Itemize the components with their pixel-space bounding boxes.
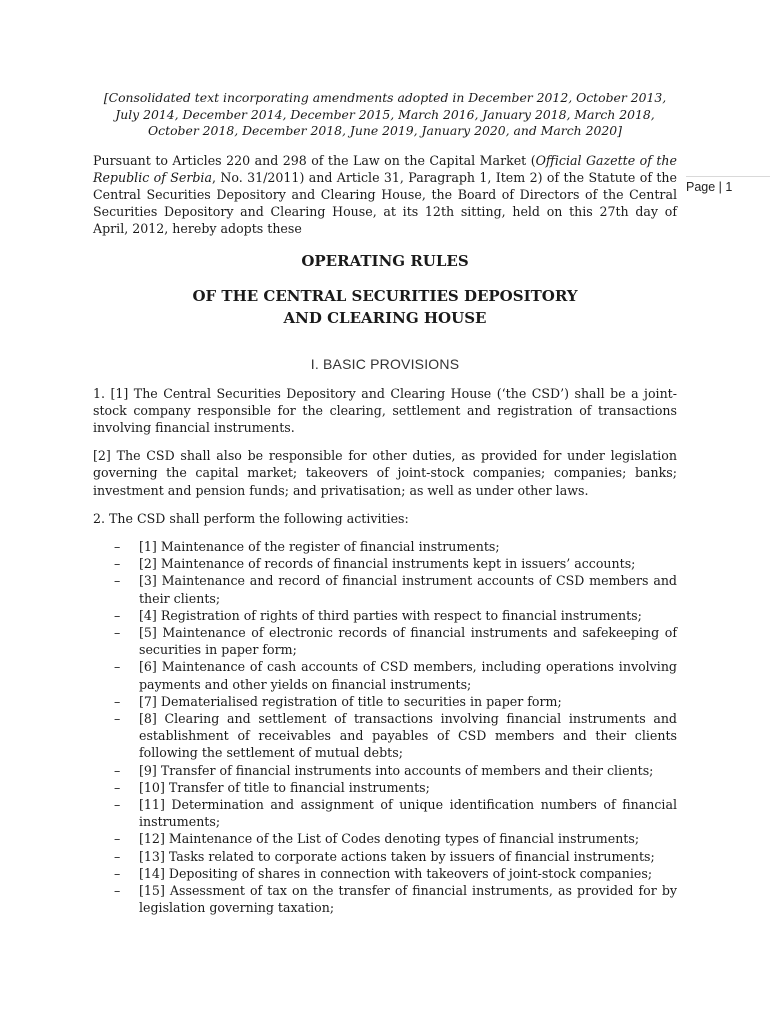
dash-bullet: – [114, 865, 121, 881]
paragraph-2: [2] The CSD shall also be responsible for other duties, as provided for under legislation governing the capital market; takeovers of joint-stock companies; companies; banks; investment and pension funds; and privatisation; as well as under other laws. [93, 448, 677, 498]
preamble [93, 152, 677, 238]
page-number-rule [686, 176, 770, 177]
document-title: OPERATING RULES [301, 251, 469, 270]
list-item-text: [9] Transfer of financial instruments into accounts of members and their clients; [139, 762, 654, 778]
dash-bullet: – [114, 624, 121, 640]
section-heading: I. BASIC PROVISIONS [310, 355, 460, 372]
list-item [93, 796, 677, 830]
preamble-text-1: Pursuant to Articles 220 and 298 of the Law on the Capital Market ( [93, 152, 536, 168]
list-item-text: [3] Maintenance and record of financial instrument accounts of CSD members and their clients; [139, 573, 677, 606]
subtitle-line-1: OF THE CENTRAL SECURITIES DEPOSITORY [192, 286, 578, 305]
list-item [93, 658, 677, 692]
subtitle-line-2: AND CLEARING HOUSE [283, 308, 487, 327]
dash-bullet: – [114, 796, 121, 812]
consolidated-note: [Consolidated text incorporating amendments adopted in December 2012, October 2013, July 2014, December 2014, December 2015, March 2016, January 2018, March 2018, October 2018, December 2018, June 2019, January 2020, and March 2020] [103, 90, 667, 138]
paragraph-1: 1. [1] The Central Securities Depository and Clearing House (‘the CSD’) shall be a joint-stock company responsible for the clearing, settlement and registration of transactions involving financial instruments. [93, 385, 677, 435]
list-item [93, 693, 677, 710]
list-item [93, 865, 677, 882]
list-item-text: [15] Assessment of tax on the transfer of financial instruments, as provided for by legislation governing taxation; [139, 883, 677, 916]
list-item-text: [14] Depositing of shares in connection with takeovers of joint-stock companies; [139, 865, 653, 881]
dash-bullet: – [114, 659, 121, 675]
list-item [93, 848, 677, 865]
document-body [93, 90, 677, 916]
paragraph-activities-intro: 2. The CSD shall perform the following activities: [93, 510, 409, 526]
dash-bullet: – [114, 607, 121, 623]
list-item-text: [12] Maintenance of the List of Codes denoting types of financial instruments; [139, 831, 640, 847]
gazette-reference: Official Gazette of the Republic of Serbia [93, 152, 677, 185]
list-item [93, 572, 677, 606]
dash-bullet: – [114, 693, 121, 709]
list-item [93, 538, 677, 555]
list-item [93, 830, 677, 847]
list-item [93, 882, 677, 916]
document-subtitle [93, 285, 677, 329]
list-item [93, 607, 677, 624]
list-item-text: [6] Maintenance of cash accounts of CSD members, including operations involving payments and other yields on financial instruments; [139, 659, 677, 692]
dash-bullet: – [114, 573, 121, 589]
dash-bullet: – [114, 831, 121, 847]
list-item [93, 710, 677, 762]
list-item [93, 624, 677, 658]
dash-bullet: – [114, 556, 121, 572]
dash-bullet: – [114, 762, 121, 778]
list-item [93, 762, 677, 779]
list-item-text: [1] Maintenance of the register of financial instruments; [139, 538, 500, 554]
dash-bullet: – [114, 848, 121, 864]
dash-bullet: – [114, 710, 121, 726]
list-item-text: [10] Transfer of title to financial instruments; [139, 779, 430, 795]
preamble-text-2: , No. 31/2011) and Article 31, Paragraph 1, Item 2) of the Statute of the Central Securities Depository and Clearing House, the Board of Directors of the Central Securities Depository and Clearing House, at its 12th sitting, held on this 27th day of April, 2012, hereby adopts these [93, 169, 678, 237]
dash-bullet: – [114, 538, 121, 554]
page-number: Page | 1 [686, 180, 733, 194]
list-item-text: [7] Dematerialised registration of title to securities in paper form; [139, 693, 562, 709]
list-item [93, 779, 677, 796]
activities-list [93, 538, 677, 916]
dash-bullet: – [114, 779, 121, 795]
dash-bullet: – [114, 883, 121, 898]
list-item-text: [5] Maintenance of electronic records of financial instruments and safekeeping of securities in paper form; [139, 624, 677, 658]
list-item-text: [13] Tasks related to corporate actions taken by issuers of financial instruments; [139, 848, 655, 864]
list-item-text: [11] Determination and assignment of unique identification numbers of financial instruments; [139, 796, 677, 830]
list-item [93, 555, 677, 572]
list-item-text: [4] Registration of rights of third parties with respect to financial instruments; [139, 607, 642, 623]
list-item-text: [2] Maintenance of records of financial instruments kept in issuers’ accounts; [139, 556, 636, 572]
list-item-text: [8] Clearing and settlement of transactions involving financial instruments and establishment of receivables and payables of CSD members and their clients following the settlement of mutual debts; [139, 710, 677, 761]
